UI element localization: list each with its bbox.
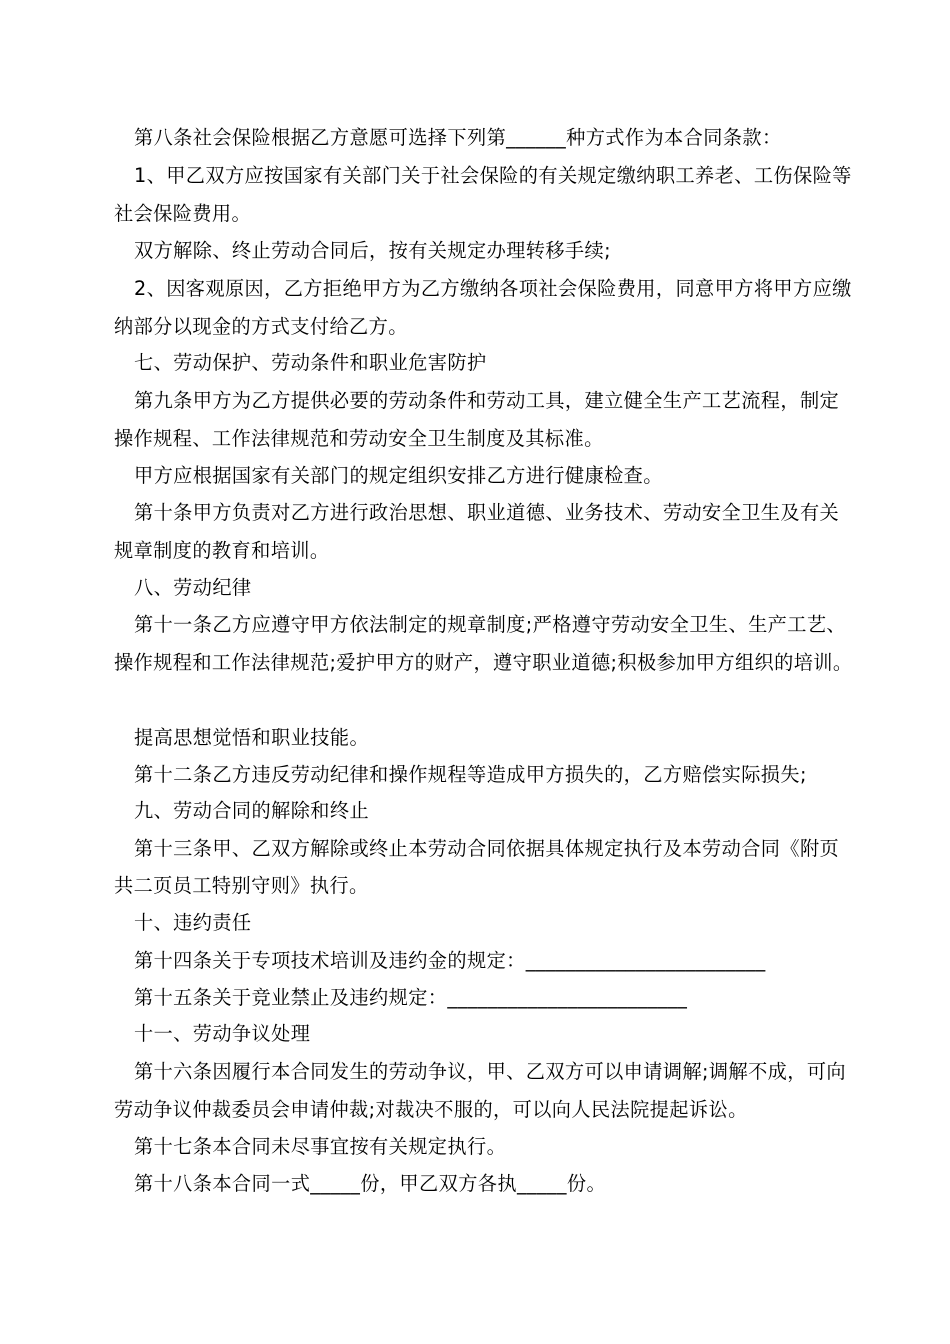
paragraph-line: 第十七条本合同未尽事宜按有关规定执行。: [134, 1135, 507, 1158]
paragraph-line: 社会保险费用。: [114, 202, 252, 225]
paragraph-line: 共二页员工特别守则》执行。: [114, 874, 369, 897]
paragraph-line: 甲方应根据国家有关部门的规定组织安排乙方进行健康检查。: [134, 464, 663, 487]
section-heading: 九、劳动合同的解除和终止: [134, 799, 370, 822]
section-heading: 十一、劳动争议处理: [134, 1022, 311, 1045]
paragraph-line: 操作规程、工作法律规范和劳动安全卫生制度及其标准。: [114, 427, 604, 450]
paragraph-line: 双方解除、终止劳动合同后，按有关规定办理转移手续;: [134, 239, 611, 262]
paragraph-line: 第十条甲方负责对乙方进行政治思想、职业道德、业务技术、劳动安全卫生及有关: [134, 501, 840, 524]
paragraph-line: 纳部分以现金的方式支付给乙方。: [114, 315, 408, 338]
section-heading: 八、劳动纪律: [134, 576, 252, 599]
paragraph-line: 第十二条乙方违反劳动纪律和操作规程等造成甲方损失的，乙方赔偿实际损失;: [134, 763, 807, 786]
paragraph-line: 第十三条甲、乙双方解除或终止本劳动合同依据具体规定执行及本劳动合同《附页: [134, 837, 840, 860]
paragraph-line: 第十一条乙方应遵守甲方依法制定的规章制度;严格遵守劳动安全卫生、生产工艺、: [134, 613, 847, 636]
paragraph-line: 第十四条关于专项技术培训及违约金的规定：________________________: [134, 949, 766, 972]
paragraph-line: 第十五条关于竞业禁止及违约规定：________________________: [134, 986, 688, 1009]
section-heading: 七、劳动保护、劳动条件和职业危害防护: [134, 351, 487, 374]
paragraph-line: 第十八条本合同一式_____份，甲乙双方各执_____份。: [134, 1172, 607, 1195]
paragraph-line: 2、因客观原因，乙方拒绝甲方为乙方缴纳各项社会保险费用，同意甲方将甲方应缴: [134, 277, 852, 300]
paragraph-line: 第八条社会保险根据乙方意愿可选择下列第______种方式作为本合同条款：: [134, 126, 782, 149]
paragraph-line: 劳动争议仲裁委员会申请仲裁;对裁决不服的，可以向人民法院提起诉讼。: [114, 1098, 748, 1121]
paragraph-line: 第十六条因履行本合同发生的劳动争议，甲、乙双方可以申请调解;调解不成，可向: [134, 1060, 847, 1083]
paragraph-line: 提高思想觉悟和职业技能。: [134, 726, 370, 749]
section-heading: 十、违约责任: [134, 911, 252, 934]
paragraph-line: 操作规程和工作法律规范;爱护甲方的财产，遵守职业道德;积极参加甲方组织的培训。: [114, 651, 853, 674]
paragraph-line: 第九条甲方为乙方提供必要的劳动条件和劳动工具，建立健全生产工艺流程，制定: [134, 389, 840, 412]
paragraph-line: 规章制度的教育和培训。: [114, 539, 330, 562]
paragraph-line: 1、甲乙双方应按国家有关部门关于社会保险的有关规定缴纳职工养老、工伤保险等: [134, 164, 852, 187]
